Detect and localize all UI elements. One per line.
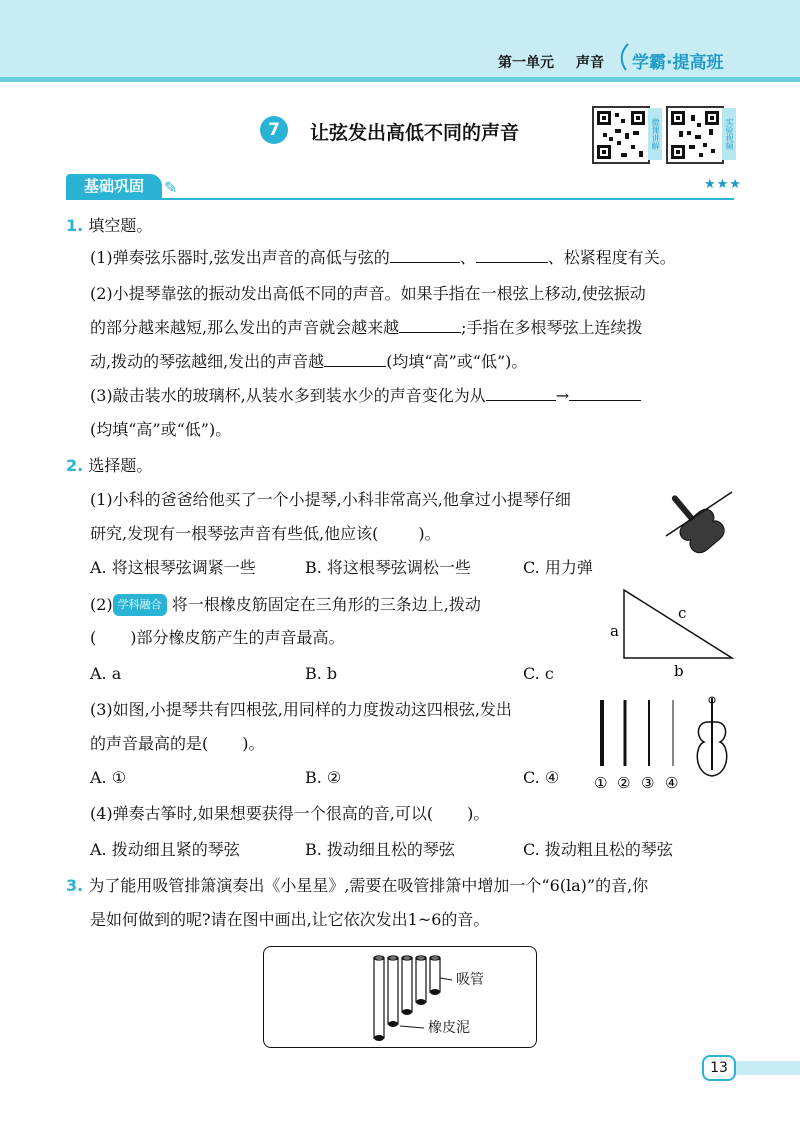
q1-blank-4[interactable]	[324, 352, 386, 367]
q1-blank-5[interactable]	[486, 386, 556, 401]
q2-sub3-line2	[90, 734, 265, 754]
section-label: 基础巩固	[66, 174, 162, 198]
string-label-2: ②	[617, 774, 631, 792]
clay-label: 橡皮泥	[428, 1020, 470, 1036]
q2-sub2-line1	[90, 594, 481, 616]
q1-part3-text: (3)敲击装水的玻璃杯,从装水多到装水少的声音变化为从	[90, 386, 486, 405]
q2-sub3-close: )。	[242, 734, 265, 753]
q2-sub1-close: )。	[418, 524, 441, 543]
q1-part3-line1	[90, 386, 641, 406]
page-number: 13	[702, 1055, 736, 1081]
q1-blank-2[interactable]	[476, 248, 548, 263]
q2-sub4-close: )。	[467, 804, 490, 823]
q1-part1	[90, 248, 676, 268]
page-number-tab	[732, 1061, 800, 1075]
straw-label: 吸管	[456, 972, 484, 988]
q2-sub1-option-a[interactable]: A. 将这根琴弦调紧一些	[90, 558, 256, 577]
triangle-label-b: b	[674, 662, 684, 680]
q3-line1	[66, 876, 648, 896]
q2-sub4-line1	[90, 804, 489, 824]
q2-sub2-text: 将一根橡皮筋固定在三角形的三条边上,拨动	[171, 595, 481, 614]
arrow-right-icon: →	[555, 386, 570, 405]
q2-sub2-option-a[interactable]: A. a	[90, 664, 122, 683]
triangle-figure	[606, 584, 738, 680]
violin-illustration	[658, 486, 738, 560]
q1-stem: 填空题。	[88, 216, 153, 235]
q2-sub4-option-c[interactable]: C. 拨动粗且松的琴弦	[523, 840, 673, 859]
pencil-icon: ✎	[164, 178, 178, 197]
qr-code-lecture[interactable]	[592, 106, 650, 164]
q2-stem: 选择题。	[88, 456, 153, 475]
q2-sub2-option-b[interactable]: B. b	[305, 664, 338, 683]
triangle-label-c: c	[678, 604, 687, 622]
q1-blank-6[interactable]	[569, 386, 641, 401]
q2-sub1-option-c[interactable]: C. 用力弹	[523, 558, 593, 577]
lesson-number: 7	[260, 116, 288, 144]
q1-blank-3[interactable]	[399, 318, 461, 333]
string-label-4: ④	[665, 774, 679, 792]
q2-sub3-option-b[interactable]: B. ②	[305, 768, 342, 787]
q1-part2-line2-text: 的部分越来越短,那么发出的声音就会越来越	[90, 318, 400, 337]
q1-part1-sep: 、	[459, 248, 476, 267]
q2-sub1-line1: (1)小科的爸爸给他买了一个小提琴,小科非常高兴,他拿过小提琴仔细	[90, 490, 571, 509]
subject-integration-badge: 学科融合	[113, 594, 167, 616]
lesson-title: 让弦发出高低不同的声音	[310, 122, 520, 144]
q1-number: 1.	[66, 216, 84, 235]
qr-tag-experiment: 实验视频	[722, 108, 736, 160]
q1-part2-line3	[90, 352, 527, 372]
qr-code-experiment[interactable]	[666, 106, 724, 164]
string-label-3: ③	[641, 774, 655, 792]
string-label-1: ①	[594, 774, 608, 792]
triangle-label-a: a	[610, 622, 619, 640]
q2-sub2-prefix: (2)	[90, 595, 113, 614]
q2-sub4-option-b[interactable]: B. 拨动细且松的琴弦	[305, 840, 455, 859]
q2-sub4-text: (4)弹奏古筝时,如果想要获得一个很高的音,可以(	[90, 804, 434, 823]
q2-sub3-line1: (3)如图,小提琴共有四根弦,用同样的力度拨动这四根弦,发出	[90, 700, 512, 719]
strings-figure	[590, 694, 740, 794]
q2-sub4-option-a[interactable]: A. 拨动细且紧的琴弦	[90, 840, 240, 859]
q3-text: 为了能用吸管排箫演奏出《小星星》,需要在吸管排箫中增加一个“6(la)”的音,你	[88, 876, 649, 895]
violin-outline-icon	[697, 697, 726, 776]
brand-logo: 学霸·提高班	[632, 53, 724, 73]
q2-sub2-open: (	[90, 628, 97, 647]
q1-part1-tail: 、松紧程度有关。	[547, 248, 676, 267]
q2-sub3-option-c[interactable]: C. ④	[523, 768, 560, 787]
unit-label: 第一单元	[498, 55, 554, 71]
q2-number: 2.	[66, 456, 84, 475]
q2-sub2-tail: )部分橡皮筋产生的声音最高。	[130, 628, 345, 647]
q2-sub1-text: 研究,发现有一根琴弦声音有些低,他应该(	[90, 524, 379, 543]
q1-part2-line3-text: 动,拨动的琴弦越细,发出的声音越	[90, 352, 325, 371]
chapter-label: 声音	[576, 55, 604, 71]
q1-part2-line3-tail: (均填“高”或“低”)。	[386, 352, 528, 371]
q1-part3-line2: (均填“高”或“低”)。	[90, 420, 232, 439]
q2-sub1-option-b[interactable]: B. 将这根琴弦调松一些	[305, 558, 471, 577]
qr-tag-lecture: 微课讲解	[648, 108, 662, 160]
q2-sub2-option-c[interactable]: C. c	[523, 664, 554, 683]
q1-heading	[66, 216, 152, 236]
brand-swoosh-icon	[618, 42, 632, 72]
q2-heading	[66, 456, 152, 476]
q1-part2-line2-tail: ;手指在多根琴弦上连续拨	[461, 318, 643, 337]
q1-blank-1[interactable]	[390, 248, 460, 263]
q2-sub3-text: 的声音最高的是(	[90, 734, 209, 753]
q3-number: 3.	[66, 876, 84, 895]
q3-line2: 是如何做到的呢?请在图中画出,让它依次发出1~6的音。	[90, 910, 490, 929]
q2-sub1-line2	[90, 524, 441, 544]
q1-part1-text: (1)弹奏弦乐器时,弦发出声音的高低与弦的	[90, 248, 390, 267]
q2-sub2-line2	[90, 628, 345, 648]
q1-part2-line1: (2)小提琴靠弦的振动发出高低不同的声音。如果手指在一根弦上移动,使弦振动	[90, 284, 646, 303]
q1-part2-line2	[90, 318, 643, 338]
difficulty-stars: ★★★	[704, 177, 742, 192]
q2-sub3-option-a[interactable]: A. ①	[90, 768, 127, 787]
